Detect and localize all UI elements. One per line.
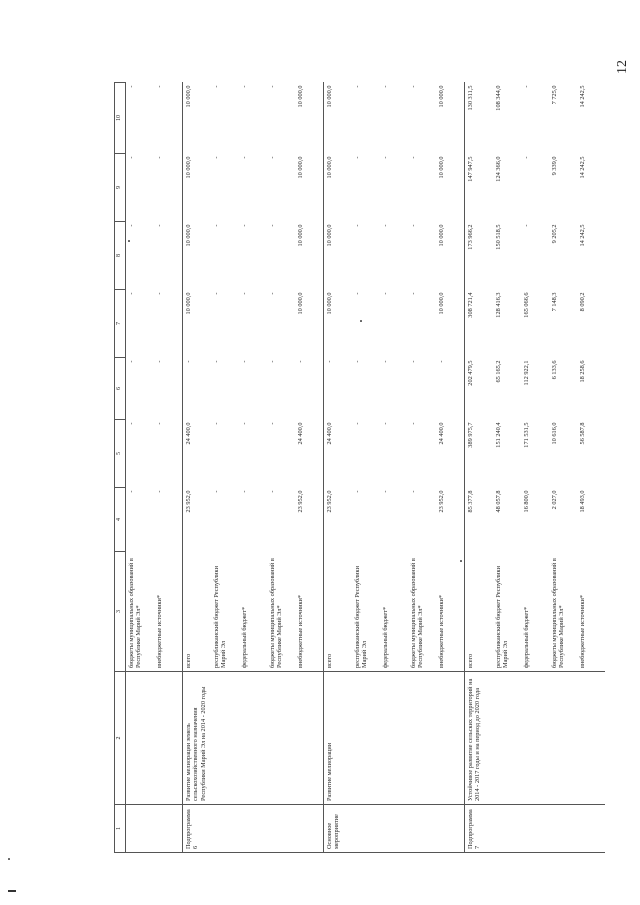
amount-cell: 147 947,5 [464,154,493,222]
amount-cell: 389 975,7 [464,420,493,488]
funding-source-cell: бюджеты муниципальных образований в Республике Марий Эл* [127,558,143,668]
amount-cell: - [240,490,248,493]
amount-cell: - [522,85,530,88]
program-name-cell [436,672,465,805]
amount-cell: - [212,156,220,159]
program-label-cell [154,805,183,853]
funding-source-cell: внебюджетные источники* [155,594,163,668]
program-label-cell: Основное мероприятие [323,805,352,853]
amount-cell: 24 400,0 [296,422,304,445]
amount-cell: - [323,358,352,420]
table-row [408,83,436,853]
amount-cell: - [212,360,220,363]
amount-cell: 10 000,0 [182,222,211,290]
program-label-cell: Подпрограмма 7 [464,805,493,853]
program-name-cell: Развитие мелиорации [323,672,352,805]
table-row [182,83,211,853]
amount-cell: - [409,422,417,425]
amount-cell: 48 057,8 [494,490,502,513]
scan-speck [360,320,362,322]
funding-source-cell: внебюджетные источники* [437,594,445,668]
amount-cell: - [155,85,163,88]
amount-cell: - [240,224,248,227]
amount-cell: 10 000,0 [296,224,304,247]
program-name-cell: Развитие мелиорации земель сельскохозяйственного назначения Республики Марий Эл на 2014 - 2020 годы [182,672,211,805]
page-number: 12 [615,60,630,74]
column-header: 5 [115,420,126,488]
column-header: 2 [115,672,126,805]
amount-cell: 24 400,0 [182,420,211,488]
amount-cell: 18 258,6 [578,360,586,383]
program-name-cell [408,672,436,805]
program-label-cell [352,805,380,853]
rotated-table-container [114,83,586,853]
funding-table [114,82,605,853]
scan-mark [8,890,16,892]
amount-cell: 151 240,4 [494,422,502,448]
table-row [295,83,324,853]
amount-cell: 18 493,0 [578,490,586,513]
program-label-cell [549,805,577,853]
amount-cell: - [381,156,389,159]
amount-cell: - [409,224,417,227]
amount-cell: - [381,224,389,227]
amount-cell: - [212,85,220,88]
funding-source-cell: всего [323,552,352,672]
funding-source-cell: республиканский бюджет Республики Марий Эл [353,566,369,668]
amount-cell: 130 311,5 [464,83,493,154]
amount-cell: 10 616,0 [550,422,558,445]
amount-cell: - [437,360,445,363]
program-label-cell [577,805,605,853]
amount-cell: 14 242,5 [578,85,586,108]
column-header: 4 [115,488,126,552]
amount-cell: 14 242,5 [578,224,586,247]
program-name-cell [239,672,267,805]
amount-cell: - [240,422,248,425]
amount-cell: 108 344,0 [494,85,502,111]
amount-cell: 112 922,1 [522,360,530,386]
amount-cell: - [127,490,135,493]
funding-source-cell: федеральный бюджет* [381,606,389,668]
column-header: 10 [115,83,126,154]
column-header: 1 [115,805,126,853]
funding-source-cell: республиканский бюджет Республики Марий Эл [212,566,228,668]
program-label-cell [436,805,465,853]
amount-cell: 2 027,0 [550,490,558,510]
amount-cell: 10 000,0 [323,222,352,290]
amount-cell: - [212,292,220,295]
amount-cell: - [353,85,361,88]
funding-source-cell: бюджеты муниципальных образований в Республике Марий Эл* [268,558,284,668]
amount-cell: - [353,422,361,425]
scan-speck [128,240,130,242]
amount-cell: - [155,360,163,363]
table-row [125,83,154,853]
amount-cell: 24 400,0 [323,420,352,488]
amount-cell: - [353,292,361,295]
amount-cell: - [522,224,530,227]
program-label-cell [239,805,267,853]
amount-cell: - [127,360,135,363]
program-name-cell [211,672,239,805]
table-row [436,83,465,853]
amount-cell: - [127,224,135,227]
scan-speck [8,858,10,860]
funding-source-cell: бюджеты муниципальных образований в Республике Марий Эл* [409,558,425,668]
amount-cell: 23 952,0 [182,488,211,552]
amount-cell: - [409,156,417,159]
amount-cell: 14 242,5 [578,156,586,179]
amount-cell: 24 400,0 [437,422,445,445]
amount-cell: - [182,358,211,420]
amount-cell: 23 952,0 [323,488,352,552]
amount-cell: 8 090,2 [578,292,586,312]
amount-cell: 10 000,0 [296,85,304,108]
amount-cell: - [381,490,389,493]
table-row [380,83,408,853]
amount-cell: 165 066,6 [522,292,530,318]
amount-cell: 150 518,5 [494,224,502,250]
program-name-cell [267,672,295,805]
amount-cell: - [409,292,417,295]
amount-cell: 7 148,3 [550,292,558,312]
program-name-cell [549,672,577,805]
amount-cell: - [127,85,135,88]
amount-cell: - [268,490,276,493]
amount-cell: - [353,224,361,227]
table-row [323,83,352,853]
program-name-cell [295,672,324,805]
amount-cell: 9 205,2 [550,224,558,244]
table-row [352,83,380,853]
amount-cell: - [155,224,163,227]
scan-speck [460,560,462,562]
amount-cell: - [155,490,163,493]
column-header: 7 [115,290,126,358]
amount-cell: - [268,85,276,88]
amount-cell: 10 000,0 [296,156,304,179]
table-row [493,83,521,853]
amount-cell: - [522,156,530,159]
amount-cell: - [240,85,248,88]
amount-cell: - [155,292,163,295]
amount-cell: - [155,422,163,425]
program-label-cell [211,805,239,853]
amount-cell: 56 587,8 [578,422,586,445]
program-label-cell [380,805,408,853]
program-label-cell [125,805,154,853]
amount-cell: - [240,156,248,159]
table-row [521,83,549,853]
table-row [267,83,295,853]
amount-cell: - [240,360,248,363]
funding-source-cell: федеральный бюджет* [522,606,530,668]
amount-cell: 9 339,0 [550,156,558,176]
program-label-cell: Подпрограмма 6 [182,805,211,853]
amount-cell: 10 000,0 [182,154,211,222]
amount-cell: 10 000,0 [437,156,445,179]
amount-cell: 202 479,5 [464,358,493,420]
amount-cell: - [268,360,276,363]
amount-cell: 16 800,0 [522,490,530,513]
amount-cell: - [381,85,389,88]
amount-cell: 10 000,0 [323,83,352,154]
program-name-cell [352,672,380,805]
amount-cell: - [409,85,417,88]
amount-cell: - [353,156,361,159]
funding-source-cell: всего [464,552,493,672]
funding-source-cell: республиканский бюджет Республики Марий Эл [494,566,510,668]
amount-cell: 6 133,6 [550,360,558,380]
column-header: 9 [115,154,126,222]
amount-cell: - [240,292,248,295]
amount-cell: - [409,360,417,363]
amount-cell: - [268,224,276,227]
table-row [239,83,267,853]
column-header: 6 [115,358,126,420]
program-name-cell [521,672,549,805]
amount-cell: 7 725,0 [550,85,558,105]
table-row [464,83,493,853]
amount-cell: 23 952,0 [437,490,445,513]
funding-source-cell: внебюджетные источники* [296,594,304,668]
amount-cell: 10 000,0 [437,85,445,108]
amount-cell: 10 000,0 [182,290,211,358]
amount-cell: 23 952,0 [296,490,304,513]
amount-cell: - [268,422,276,425]
amount-cell: 308 721,4 [464,290,493,358]
funding-source-cell: внебюджетные источники* [578,594,586,668]
amount-cell: - [381,422,389,425]
program-name-cell [154,672,183,805]
column-header: 8 [115,222,126,290]
amount-cell: 10 000,0 [437,224,445,247]
table-row [549,83,577,853]
amount-cell: - [381,292,389,295]
program-name-cell [577,672,605,805]
amount-cell: - [296,360,304,363]
amount-cell: - [409,490,417,493]
amount-cell: 10 000,0 [182,83,211,154]
amount-cell: 10 000,0 [296,292,304,315]
funding-source-cell: всего [182,552,211,672]
program-label-cell [521,805,549,853]
header-row [115,83,126,853]
amount-cell: - [381,360,389,363]
amount-cell: - [212,224,220,227]
amount-cell: 124 366,0 [494,156,502,182]
amount-cell: - [212,422,220,425]
amount-cell: - [268,292,276,295]
amount-cell: 10 000,0 [437,292,445,315]
amount-cell: - [353,360,361,363]
program-label-cell [295,805,324,853]
amount-cell: - [155,156,163,159]
program-name-cell: Устойчивое развитие сельских территорий на 2014 - 2017 годы и на период до 2020 года [464,672,493,805]
amount-cell: - [353,490,361,493]
amount-cell: 10 000,0 [323,290,352,358]
amount-cell: - [127,156,135,159]
table-row [211,83,239,853]
program-label-cell [493,805,521,853]
amount-cell: 173 966,2 [464,222,493,290]
table-row [577,83,605,853]
amount-cell: 171 531,5 [522,422,530,448]
funding-source-cell: бюджеты муниципальных образований в Республике Марий Эл* [550,558,566,668]
amount-cell: - [212,490,220,493]
amount-cell: 128 416,3 [494,292,502,318]
amount-cell: - [127,422,135,425]
program-label-cell [267,805,295,853]
program-name-cell [380,672,408,805]
column-header: 3 [115,552,126,672]
amount-cell: - [127,292,135,295]
program-label-cell [408,805,436,853]
table-row [154,83,183,853]
program-name-cell [125,672,154,805]
funding-source-cell: федеральный бюджет* [240,606,248,668]
amount-cell: 65 165,2 [494,360,502,383]
amount-cell: - [268,156,276,159]
program-name-cell [493,672,521,805]
amount-cell: 10 000,0 [323,154,352,222]
amount-cell: 85 377,8 [464,488,493,552]
